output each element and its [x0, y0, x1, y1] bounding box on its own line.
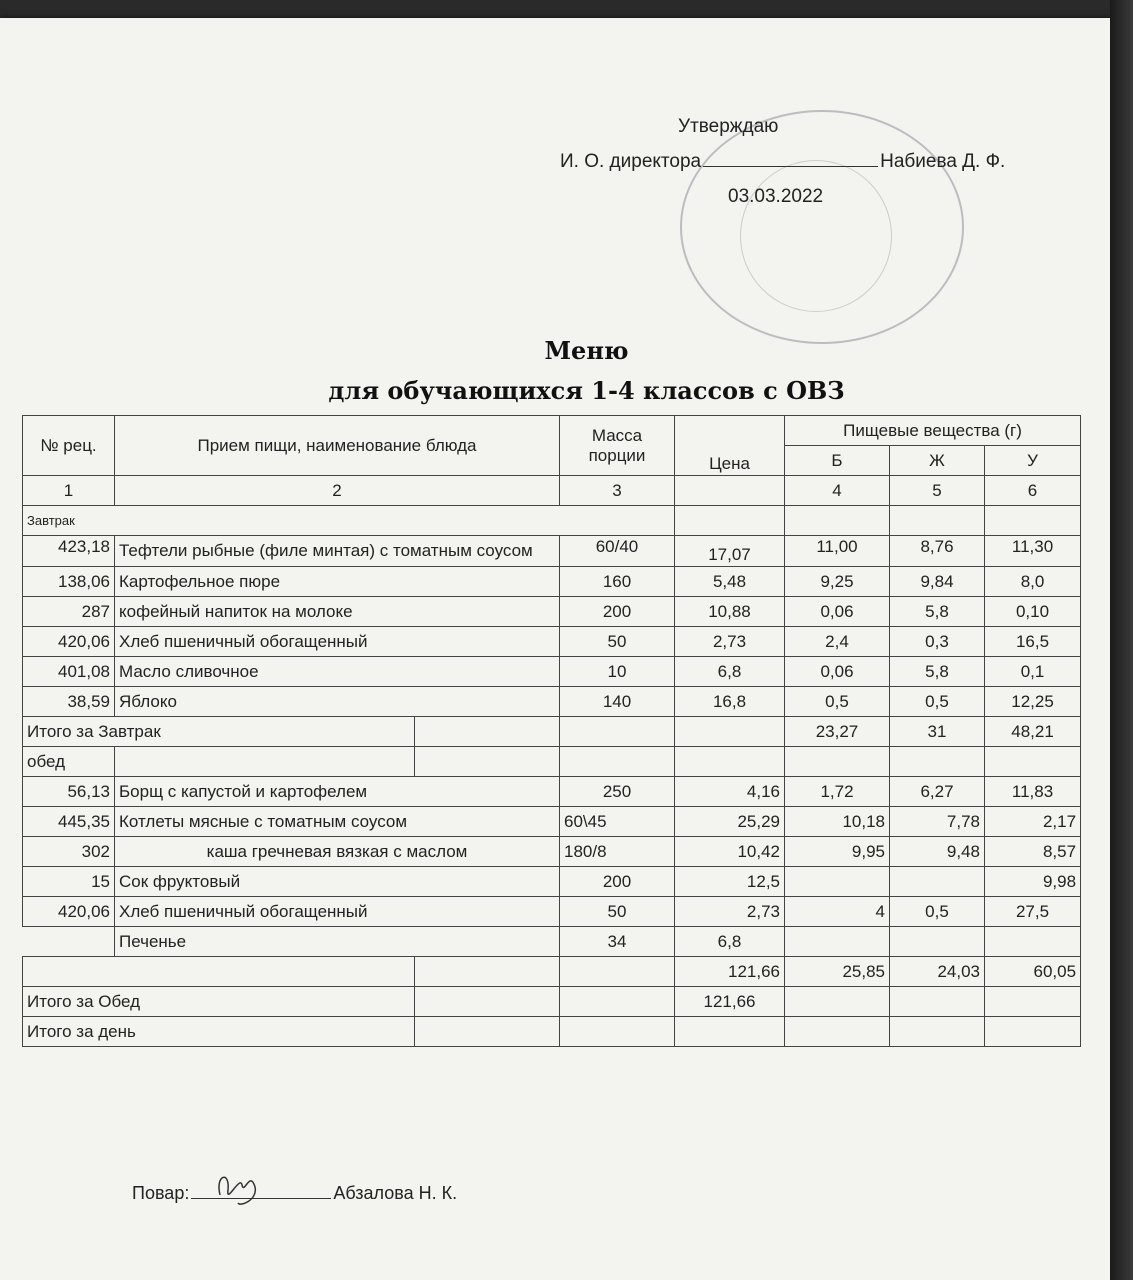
recipe-number — [23, 927, 115, 957]
protein: 11,00 — [785, 536, 890, 567]
empty-cell — [560, 717, 675, 747]
table-row — [23, 837, 1081, 867]
dish-name: Масло сливочное — [115, 657, 560, 687]
signature-line — [703, 166, 878, 167]
dish-name: Борщ с капустой и картофелем — [115, 777, 560, 807]
lunch-sum-protein: 25,85 — [785, 957, 890, 987]
empty-cell — [560, 987, 675, 1017]
price: 17,07 — [675, 536, 785, 567]
empty-cell — [675, 1017, 785, 1047]
price: 5,48 — [675, 567, 785, 597]
header-dish: Прием пищи, наименование блюда — [115, 416, 560, 476]
empty-cell — [415, 957, 560, 987]
empty-cell — [785, 1017, 890, 1047]
menu-table — [22, 415, 1081, 1047]
empty-cell — [985, 1017, 1081, 1047]
approval-line — [560, 151, 1005, 173]
table-row — [23, 597, 1081, 627]
mass: 180/8 — [560, 837, 675, 867]
scan-edge — [1110, 0, 1133, 1280]
handwritten-signature — [210, 1165, 270, 1210]
protein: 1,72 — [785, 777, 890, 807]
approval-position: И. О. директора — [560, 151, 702, 172]
day-total-label: Итого за день — [23, 1017, 415, 1047]
carbs: 0,1 — [985, 657, 1081, 687]
header-nutrients: Пищевые вещества (г) — [785, 416, 1081, 446]
dish-name: Картофельное пюре — [115, 567, 560, 597]
protein: 0,06 — [785, 597, 890, 627]
mass: 60/40 — [560, 536, 675, 567]
col-number: 6 — [985, 476, 1081, 506]
empty-cell — [415, 717, 560, 747]
carbs: 9,98 — [985, 867, 1081, 897]
table-row — [23, 627, 1081, 657]
empty-cell — [675, 717, 785, 747]
empty-cell — [985, 747, 1081, 777]
carbs: 11,30 — [985, 536, 1081, 567]
empty-cell — [415, 1017, 560, 1047]
recipe-number: 138,06 — [23, 567, 115, 597]
empty-cell — [785, 987, 890, 1017]
recipe-number: 15 — [23, 867, 115, 897]
col-number: 2 — [115, 476, 560, 506]
lunch-sum-fat: 24,03 — [890, 957, 985, 987]
fat: 0,5 — [890, 897, 985, 927]
empty-cell — [675, 476, 785, 506]
carbs: 8,0 — [985, 567, 1081, 597]
lunch-total-row — [23, 987, 1081, 1017]
lunch-total-price: 121,66 — [675, 987, 785, 1017]
mass: 200 — [560, 867, 675, 897]
dish-name: кофейный напиток на молоке — [115, 597, 560, 627]
recipe-number: 38,59 — [23, 687, 115, 717]
mass: 34 — [560, 927, 675, 957]
col-number: 1 — [23, 476, 115, 506]
dish-name: Котлеты мясные с томатным соусом — [115, 807, 560, 837]
round-stamp-inner — [740, 160, 892, 312]
dish-name: Сок фруктовый — [115, 867, 560, 897]
empty-cell — [415, 987, 560, 1017]
empty-cell — [23, 957, 415, 987]
protein: 9,95 — [785, 837, 890, 867]
header-protein: Б — [785, 446, 890, 476]
fat: 6,27 — [890, 777, 985, 807]
day-total-row — [23, 1017, 1081, 1047]
empty-cell — [560, 957, 675, 987]
mass: 200 — [560, 597, 675, 627]
fat — [890, 867, 985, 897]
recipe-number: 302 — [23, 837, 115, 867]
approval-date: 03.03.2022 — [728, 186, 824, 207]
price: 2,73 — [675, 627, 785, 657]
mass: 60\45 — [560, 807, 675, 837]
protein: 4 — [785, 897, 890, 927]
cook-label: Повар: — [132, 1183, 190, 1203]
empty-cell — [985, 506, 1081, 536]
table-row — [23, 927, 1081, 957]
approval-name: Набиева Д. Ф. — [880, 151, 1006, 172]
price: 6,8 — [675, 657, 785, 687]
empty-cell — [890, 1017, 985, 1047]
carbs: 0,10 — [985, 597, 1081, 627]
dish-name: Тефтели рыбные (филе минтая) с томатным соусом — [115, 536, 560, 567]
table-row — [23, 807, 1081, 837]
recipe-number: 420,06 — [23, 627, 115, 657]
approval-title: Утверждаю — [678, 116, 779, 137]
table-row — [23, 897, 1081, 927]
mass: 50 — [560, 897, 675, 927]
protein: 0,06 — [785, 657, 890, 687]
protein: 2,4 — [785, 627, 890, 657]
table-row — [23, 687, 1081, 717]
lunch-sum-carbs: 60,05 — [985, 957, 1081, 987]
price: 10,88 — [675, 597, 785, 627]
empty-cell — [675, 747, 785, 777]
fat: 5,8 — [890, 657, 985, 687]
empty-cell — [785, 747, 890, 777]
protein: 9,25 — [785, 567, 890, 597]
empty-cell — [890, 987, 985, 1017]
protein — [785, 927, 890, 957]
dish-name: Печенье — [115, 927, 560, 957]
fat: 9,48 — [890, 837, 985, 867]
protein: 0,5 — [785, 687, 890, 717]
carbs: 16,5 — [985, 627, 1081, 657]
fat: 0,3 — [890, 627, 985, 657]
header-fat: Ж — [890, 446, 985, 476]
empty-cell — [560, 1017, 675, 1047]
empty-cell — [890, 506, 985, 536]
table-row — [23, 777, 1081, 807]
fat: 7,78 — [890, 807, 985, 837]
empty-cell — [785, 506, 890, 536]
price: 6,8 — [675, 927, 785, 957]
protein: 10,18 — [785, 807, 890, 837]
lunch-sum-price: 121,66 — [675, 957, 785, 987]
fat: 0,5 — [890, 687, 985, 717]
dish-name: Яблоко — [115, 687, 560, 717]
recipe-number: 423,18 — [23, 536, 115, 567]
price: 12,5 — [675, 867, 785, 897]
mass: 250 — [560, 777, 675, 807]
fat: 8,76 — [890, 536, 985, 567]
empty-cell — [415, 747, 560, 777]
breakfast-total-carbs: 48,21 — [985, 717, 1081, 747]
recipe-number: 56,13 — [23, 777, 115, 807]
header-carbs: У — [985, 446, 1081, 476]
carbs: 27,5 — [985, 897, 1081, 927]
breakfast-total-protein: 23,27 — [785, 717, 890, 747]
carbs: 8,57 — [985, 837, 1081, 867]
section-label-breakfast: Завтрак — [23, 506, 675, 536]
page-subtitle: для обучающихся 1-4 классов с ОВЗ — [328, 376, 845, 405]
empty-cell — [560, 747, 675, 777]
carbs: 11,83 — [985, 777, 1081, 807]
empty-cell — [675, 506, 785, 536]
price: 10,42 — [675, 837, 785, 867]
dish-name: каша гречневая вязкая с маслом — [115, 837, 560, 867]
dish-name: Хлеб пшеничный обогащенный — [115, 627, 560, 657]
page-title: Меню — [544, 336, 629, 365]
price: 25,29 — [675, 807, 785, 837]
empty-cell — [115, 747, 415, 777]
lunch-sum-row — [23, 957, 1081, 987]
carbs: 12,25 — [985, 687, 1081, 717]
mass: 50 — [560, 627, 675, 657]
carbs: 2,17 — [985, 807, 1081, 837]
section-label-lunch: обед — [23, 747, 115, 777]
breakfast-total-label: Итого за Завтрак — [23, 717, 415, 747]
header-recipe-number: № рец. — [23, 416, 115, 476]
mass: 160 — [560, 567, 675, 597]
header-price: Цена — [675, 416, 785, 476]
table-row — [23, 567, 1081, 597]
recipe-number: 420,06 — [23, 897, 115, 927]
mass: 140 — [560, 687, 675, 717]
table-row — [23, 867, 1081, 897]
empty-cell — [890, 747, 985, 777]
breakfast-total-fat: 31 — [890, 717, 985, 747]
col-number: 5 — [890, 476, 985, 506]
breakfast-total-row — [23, 717, 1081, 747]
recipe-number: 445,35 — [23, 807, 115, 837]
col-number: 3 — [560, 476, 675, 506]
carbs — [985, 927, 1081, 957]
cook-signature-line — [132, 1183, 457, 1204]
lunch-total-label: Итого за Обед — [23, 987, 415, 1017]
cook-name: Абзалова Н. К. — [333, 1183, 458, 1203]
recipe-number: 287 — [23, 597, 115, 627]
price: 4,16 — [675, 777, 785, 807]
table-row — [23, 657, 1081, 687]
fat — [890, 927, 985, 957]
table-row — [23, 536, 1081, 567]
recipe-number: 401,08 — [23, 657, 115, 687]
header-mass: Масса порции — [560, 416, 675, 476]
protein — [785, 867, 890, 897]
price: 2,73 — [675, 897, 785, 927]
empty-cell — [985, 987, 1081, 1017]
mass: 10 — [560, 657, 675, 687]
dish-name: Хлеб пшеничный обогащенный — [115, 897, 560, 927]
fat: 5,8 — [890, 597, 985, 627]
price: 16,8 — [675, 687, 785, 717]
fat: 9,84 — [890, 567, 985, 597]
col-number: 4 — [785, 476, 890, 506]
